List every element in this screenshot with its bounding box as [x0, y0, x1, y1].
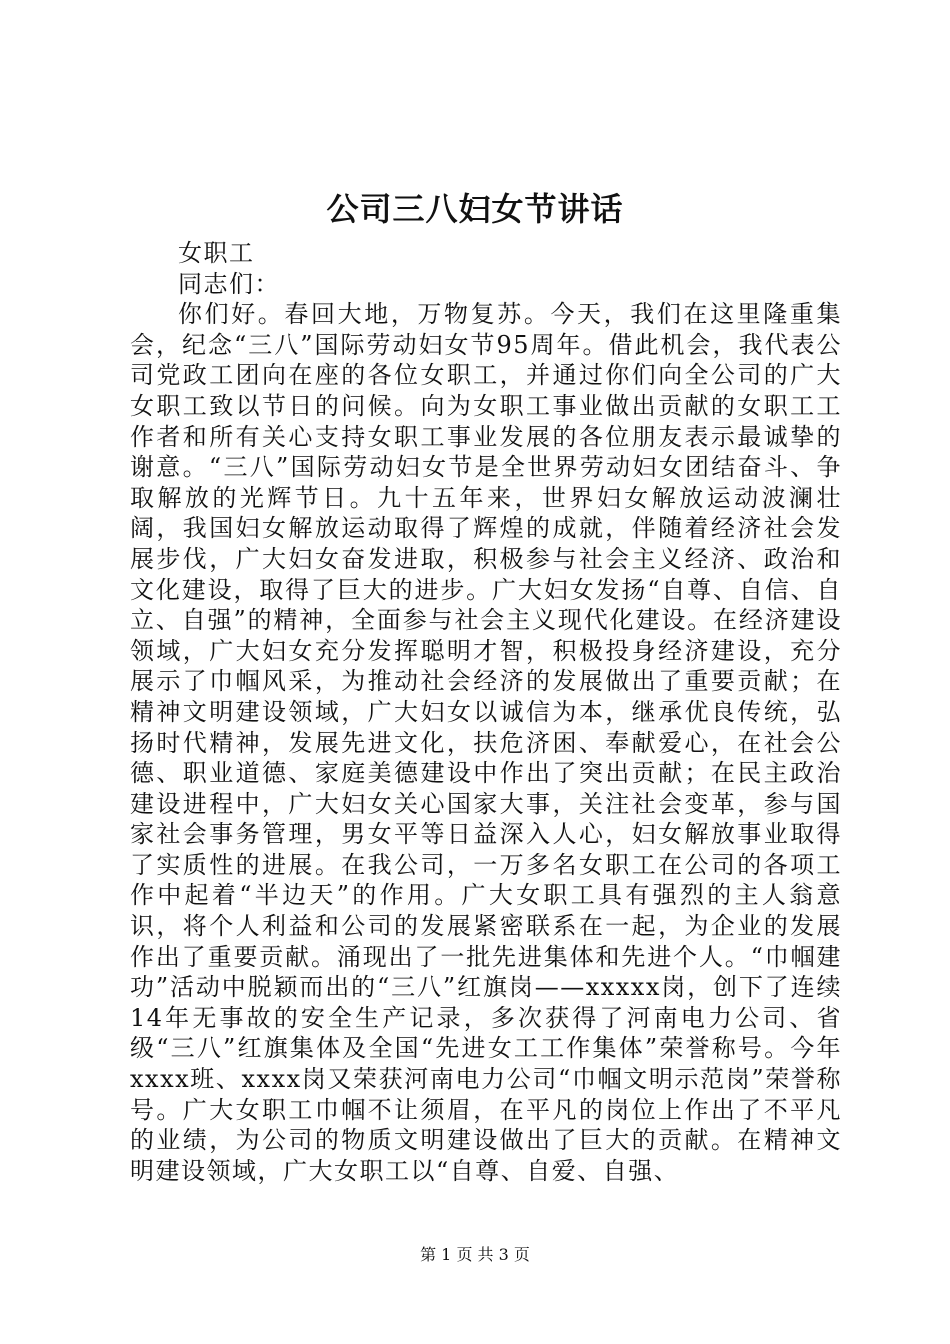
salutation-line: 同志们：	[178, 269, 280, 298]
body-paragraph: 你们好。春回大地，万物复苏。今天，我们在这里隆重集会，纪念“三八”国际劳动妇女节95周年。借此机会，我代表公司党政工团向在座的各位女职工，并通过你们向全公司的广大女职工致以节日的问候。向为女职工事业做出贡献的女职工工作者和所有关心支持女职工事业发展的各位朋友表示最诚挚的谢意。“三八”国际劳动妇女节是全世界劳动妇女团结奋斗、争取解放的光辉节日。九十五年来，世界妇女解放运动波澜壮阔，我国妇女解放运动取得了辉煌的成就，伴随着经济社会发展步伐，广大妇女奋发进取，积极参与社会主义经济、政治和文化建设，取得了巨大的进步。广大妇女发扬“自尊、自信、自立、自强”的精神，全面参与社会主义现代化建设。在经济建设领域，广大妇女充分发挥聪明才智，积极投身经济建设，充分展示了巾帼风采，为推动社会经济的发展做出了重要贡献；在精神文明建设领域，广大妇女以诚信为本，继承优良传统，弘扬时代精神，发展先进文化，扶危济困、奉献爱心，在社会公德、职业道德、家庭美德建设中作出了突出贡献；在民主政治建设进程中，广大妇女关心国家大事，关注社会变革，参与国家社会事务管理，男女平等日益深入人心，妇女解放事业取得了实质性的进展。在我公司，一万多名女职工在公司的各项工作中起着“半边天”的作用。广大女职工具有强烈的主人翁意识，将个人利益和公司的发展紧密联系在一起，为企业的发展作出了重要贡献。涌现出了一批先进集体和先进个人。“巾帼建功”活动中脱颖而出的“三八”红旗岗——xxxxx岗，创下了连续14年无事故的安全生产记录，多次获得了河南电力公司、省级“三八”红旗集体及全国“先进女工工作集体”荣誉称号。今年xxxx班、xxxx岗又荣获河南电力公司“巾帼文明示范岗”荣誉称号。广大女职工巾帼不让须眉，在平凡的岗位上作出了不平凡的业绩，为公司的物质文明建设做出了巨大的贡献。在精神文明建设领域，广大女职工以“自尊、自爱、自强、	[130, 300, 842, 1185]
document-title: 公司三八妇女节讲话	[326, 190, 624, 228]
salutation-line: 女职工	[178, 239, 255, 267]
document-body	[130, 238, 842, 1186]
page-footer: 第 1 页 共 3 页	[420, 1245, 530, 1264]
